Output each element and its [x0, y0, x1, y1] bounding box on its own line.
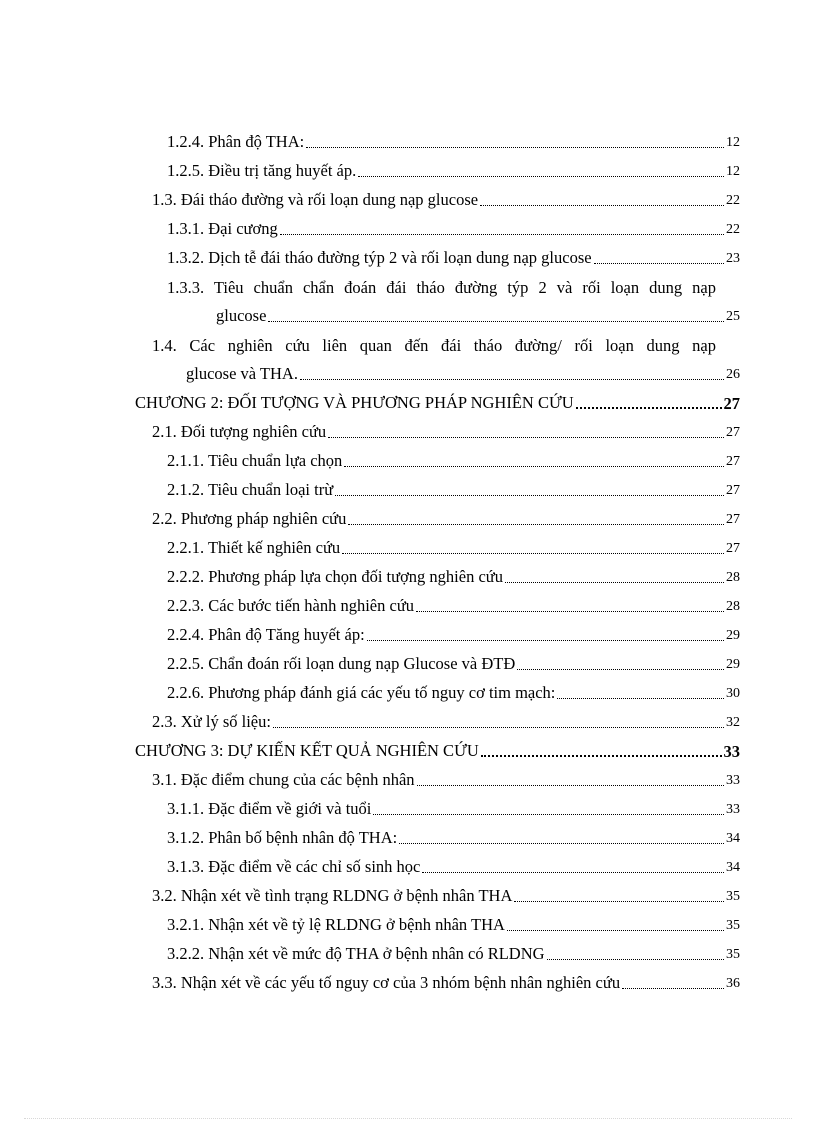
toc-entry-page: 26 — [726, 367, 740, 382]
toc-entry-page: 34 — [726, 831, 740, 846]
dot-leader — [517, 668, 724, 670]
toc-entry-title: CHƯƠNG 2: ĐỐI TƯỢNG VÀ PHƯƠNG PHÁP NGHIÊN CỨU — [135, 393, 574, 412]
toc-entry[interactable] — [0, 622, 816, 651]
toc-entry[interactable] — [0, 129, 816, 158]
dot-leader — [273, 726, 724, 728]
toc-entry-page: 23 — [726, 251, 740, 266]
toc-entry[interactable] — [0, 216, 816, 245]
dot-leader — [300, 378, 724, 380]
table-of-contents — [0, 129, 816, 999]
toc-entry-page: 22 — [726, 222, 740, 237]
dot-leader — [507, 929, 724, 931]
toc-entry-title: 2.2.6. Phương pháp đánh giá các yếu tố nguy cơ tim mạch: — [167, 683, 556, 702]
toc-entry-page: 35 — [726, 918, 740, 933]
toc-entry[interactable] — [0, 883, 816, 912]
toc-entry-title: 1.4. Các nghiên cứu liên quan đến đái tháo đường/ rối loạn dung nạp — [152, 336, 716, 355]
toc-entry-title: 1.3.3. Tiêu chuẩn chẩn đoán đái tháo đường týp 2 và rối loạn dung nạp — [167, 278, 716, 297]
toc-entry[interactable] — [0, 419, 816, 448]
toc-entry-page: 27 — [726, 512, 740, 527]
toc-entry-page: 22 — [726, 193, 740, 208]
dot-leader — [505, 581, 724, 583]
dot-leader — [514, 900, 724, 902]
toc-entry-page: 33 — [723, 742, 740, 761]
toc-entry[interactable] — [0, 506, 816, 535]
toc-entry-page: 30 — [726, 686, 740, 701]
dot-leader — [373, 813, 724, 815]
toc-entry-title: 3.1. Đặc điểm chung của các bệnh nhân — [152, 770, 415, 789]
dot-leader — [342, 552, 724, 554]
toc-entry[interactable] — [0, 187, 816, 216]
toc-entry[interactable] — [0, 912, 816, 941]
toc-entry-page: 12 — [726, 164, 740, 179]
toc-entry-page: 27 — [726, 483, 740, 498]
dot-leader — [594, 262, 724, 264]
toc-entry[interactable] — [0, 709, 816, 738]
toc-entry-page: 36 — [726, 976, 740, 991]
toc-entry-page: 35 — [726, 947, 740, 962]
toc-entry[interactable] — [0, 332, 816, 390]
page-bottom-divider — [24, 1118, 792, 1119]
dot-leader — [622, 987, 724, 989]
toc-entry-page: 29 — [726, 657, 740, 672]
toc-entry-page: 12 — [726, 135, 740, 150]
toc-entry[interactable] — [0, 448, 816, 477]
toc-entry[interactable] — [0, 535, 816, 564]
dot-leader — [576, 406, 722, 409]
toc-entry-title: 3.1.1. Đặc điểm về giới và tuổi — [167, 799, 372, 818]
dot-leader — [358, 175, 724, 177]
toc-entry[interactable] — [0, 564, 816, 593]
toc-entry[interactable] — [0, 941, 816, 970]
toc-entry-page: 28 — [726, 599, 740, 614]
toc-entry-title: 1.2.4. Phân độ THA: — [167, 132, 305, 151]
dot-leader — [416, 610, 724, 612]
toc-entry-title: 2.2.5. Chẩn đoán rối loạn dung nạp Glucose và ĐTĐ — [167, 654, 516, 673]
toc-entry[interactable] — [0, 796, 816, 825]
toc-entry-title: 1.3.2. Dịch tễ đái tháo đường týp 2 và rối loạn dung nạp glucose — [167, 248, 592, 267]
toc-entry-title: 2.1. Đối tượng nghiên cứu — [152, 422, 327, 441]
toc-entry[interactable] — [0, 680, 816, 709]
toc-entry[interactable] — [0, 158, 816, 187]
toc-entry-page: 33 — [726, 773, 740, 788]
toc-entry[interactable] — [0, 477, 816, 506]
toc-entry-title: 1.3. Đái tháo đường và rối loạn dung nạp glucose — [152, 190, 479, 209]
toc-entry-page: 25 — [726, 309, 740, 324]
toc-entry-title: 3.2.1. Nhận xét về tỷ lệ RLDNG ở bệnh nhân THA — [167, 915, 505, 934]
toc-entry-title: 2.2. Phương pháp nghiên cứu — [152, 509, 347, 528]
toc-entry-page: 35 — [726, 889, 740, 904]
toc-entry-title: 3.2. Nhận xét về tình trạng RLDNG ở bệnh nhân THA — [152, 886, 513, 905]
toc-entry[interactable] — [0, 825, 816, 854]
dot-leader — [367, 639, 724, 641]
dot-leader — [480, 204, 724, 206]
toc-entry-page: 33 — [726, 802, 740, 817]
toc-entry-page: 27 — [723, 394, 740, 413]
toc-entry-page: 29 — [726, 628, 740, 643]
toc-entry-title: CHƯƠNG 3: DỰ KIẾN KẾT QUẢ NGHIÊN CỨU — [135, 741, 479, 760]
toc-chapter-entry[interactable] — [0, 390, 816, 419]
toc-entry-title: 2.2.1. Thiết kế nghiên cứu — [167, 538, 341, 557]
dot-leader — [557, 697, 724, 699]
toc-entry[interactable] — [0, 854, 816, 883]
toc-entry-page: 28 — [726, 570, 740, 585]
toc-entry-title: 3.2.2. Nhận xét về mức độ THA ở bệnh nhân có RLDNG — [167, 944, 545, 963]
dot-leader — [481, 754, 722, 757]
dot-leader — [328, 436, 724, 438]
toc-entry[interactable] — [0, 767, 816, 796]
dot-leader — [348, 523, 724, 525]
toc-entry-page: 27 — [726, 541, 740, 556]
toc-entry[interactable] — [0, 651, 816, 680]
toc-entry[interactable] — [0, 593, 816, 622]
toc-entry-page: 27 — [726, 454, 740, 469]
toc-entry-title: 2.2.4. Phân độ Tăng huyết áp: — [167, 625, 365, 644]
toc-entry-title: 1.2.5. Điều trị tăng huyết áp. — [167, 161, 357, 180]
toc-entry[interactable] — [0, 245, 816, 274]
dot-leader — [399, 842, 724, 844]
dot-leader — [268, 320, 724, 322]
toc-entry-title: 2.2.3. Các bước tiến hành nghiên cứu — [167, 596, 415, 615]
toc-chapter-entry[interactable] — [0, 738, 816, 767]
toc-entry-title: 2.1.2. Tiêu chuẩn loại trừ — [167, 480, 334, 499]
toc-entry-title-continued: glucose — [216, 306, 267, 325]
toc-entry-title-continued: glucose và THA. — [186, 364, 298, 383]
dot-leader — [280, 233, 724, 235]
dot-leader — [547, 958, 724, 960]
toc-entry-title: 3.1.3. Đặc điểm về các chỉ số sinh học — [167, 857, 421, 876]
toc-entry[interactable] — [0, 970, 816, 999]
toc-entry-title: 3.1.2. Phân bố bệnh nhân độ THA: — [167, 828, 398, 847]
toc-entry-page: 32 — [726, 715, 740, 730]
toc-entry-title: 2.3. Xử lý số liệu: — [152, 712, 271, 731]
toc-entry-title: 3.3. Nhận xét về các yếu tố nguy cơ của 3 nhóm bệnh nhân nghiên cứu — [152, 973, 621, 992]
toc-entry-page: 27 — [726, 425, 740, 440]
dot-leader — [335, 494, 724, 496]
dot-leader — [306, 146, 724, 148]
dot-leader — [422, 871, 724, 873]
dot-leader — [417, 784, 724, 786]
toc-entry-title: 2.2.2. Phương pháp lựa chọn đối tượng nghiên cứu — [167, 567, 503, 586]
toc-entry-title: 1.3.1. Đại cương — [167, 219, 278, 238]
toc-entry-page: 34 — [726, 860, 740, 875]
dot-leader — [344, 465, 724, 467]
toc-entry-title: 2.1.1. Tiêu chuẩn lựa chọn — [167, 451, 343, 470]
toc-entry[interactable] — [0, 274, 816, 332]
